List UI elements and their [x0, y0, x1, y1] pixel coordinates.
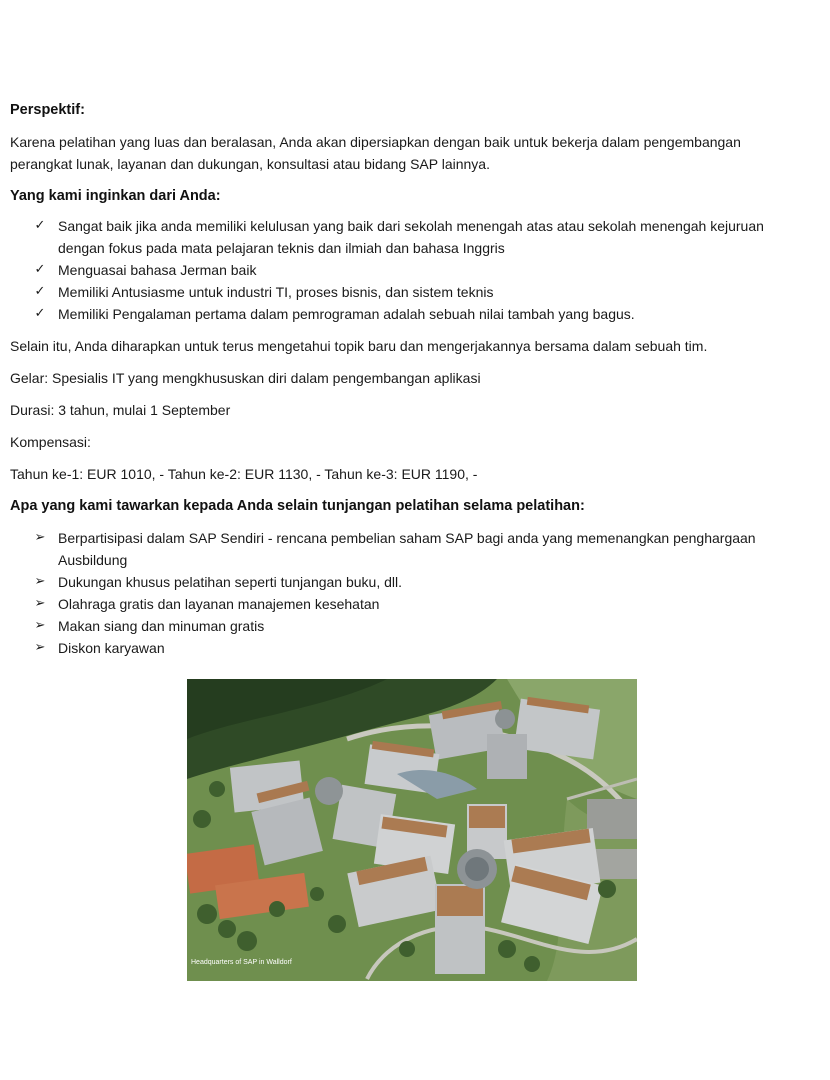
requirements-list [10, 215, 790, 325]
checkmark-icon: ✓ [34, 218, 46, 233]
list-item: ✓ Sangat baik jika anda memiliki kelulusan yang baik dari sekolah menengah atas atau sekolah menengah kejuruan dengan fokus pada mata pelajaran teknis dan ilmiah dan bahasa Inggris [10, 215, 790, 259]
arrow-bullet-icon: ➢ [34, 618, 46, 633]
offers-heading: Apa yang kami tawarkan kepada Anda selain tunjangan pelatihan selama pelatihan: [10, 498, 585, 514]
compensation-label: Kompensasi: [10, 434, 91, 450]
photo-caption: Headquarters of SAP in Walldorf [191, 959, 292, 966]
list-item: ➢ Olahraga gratis dan layanan manajemen kesehatan [10, 593, 790, 615]
perspective-text: Karena pelatihan yang luas dan beralasan, Anda akan dipersiapkan dengan baik untuk bekerja dalam pengembangan perangkat lunak, layanan dan dukungan, konsultasi atau bidang SAP lainnya. [10, 134, 741, 172]
list-item: ➢ Makan siang dan minuman gratis [10, 615, 790, 637]
compensation-text: Tahun ke-1: EUR 1010, - Tahun ke-2: EUR 1130, - Tahun ke-3: EUR 1190, - [10, 466, 478, 482]
list-item: ✓ Memiliki Pengalaman pertama dalam pemrograman adalah sebuah nilai tambah yang bagus. [10, 303, 790, 325]
checkmark-icon: ✓ [34, 284, 46, 299]
requirements-heading: Yang kami inginkan dari Anda: [10, 188, 221, 204]
arrow-bullet-icon: ➢ [34, 530, 46, 545]
list-item: ➢ Berpartisipasi dalam SAP Sendiri - rencana pembelian saham SAP bagi anda yang memenangkan penghargaan Ausbildung [10, 527, 790, 571]
aerial-photo-illustration [187, 679, 637, 981]
sap-headquarters-photo [187, 679, 637, 981]
list-item: ✓ Memiliki Antusiasme untuk industri TI, proses bisnis, dan sistem teknis [10, 281, 790, 303]
checkmark-icon: ✓ [34, 306, 46, 321]
degree-text: Gelar: Spesialis IT yang mengkhususkan diri dalam pengembangan aplikasi [10, 370, 481, 386]
document-body [10, 99, 790, 659]
arrow-bullet-icon: ➢ [34, 596, 46, 611]
arrow-bullet-icon: ➢ [34, 574, 46, 589]
perspective-heading: Perspektif: [10, 102, 85, 118]
arrow-bullet-icon: ➢ [34, 640, 46, 655]
duration-text: Durasi: 3 tahun, mulai 1 September [10, 402, 231, 418]
teamwork-text: Selain itu, Anda diharapkan untuk terus mengetahui topik baru dan mengerjakannya bersama dalam sebuah tim. [10, 338, 708, 354]
list-item: ✓ Menguasai bahasa Jerman baik [10, 259, 790, 281]
list-item: ➢ Diskon karyawan [10, 637, 790, 659]
offers-list [10, 527, 790, 659]
checkmark-icon: ✓ [34, 262, 46, 277]
list-item: ➢ Dukungan khusus pelatihan seperti tunjangan buku, dll. [10, 571, 790, 593]
